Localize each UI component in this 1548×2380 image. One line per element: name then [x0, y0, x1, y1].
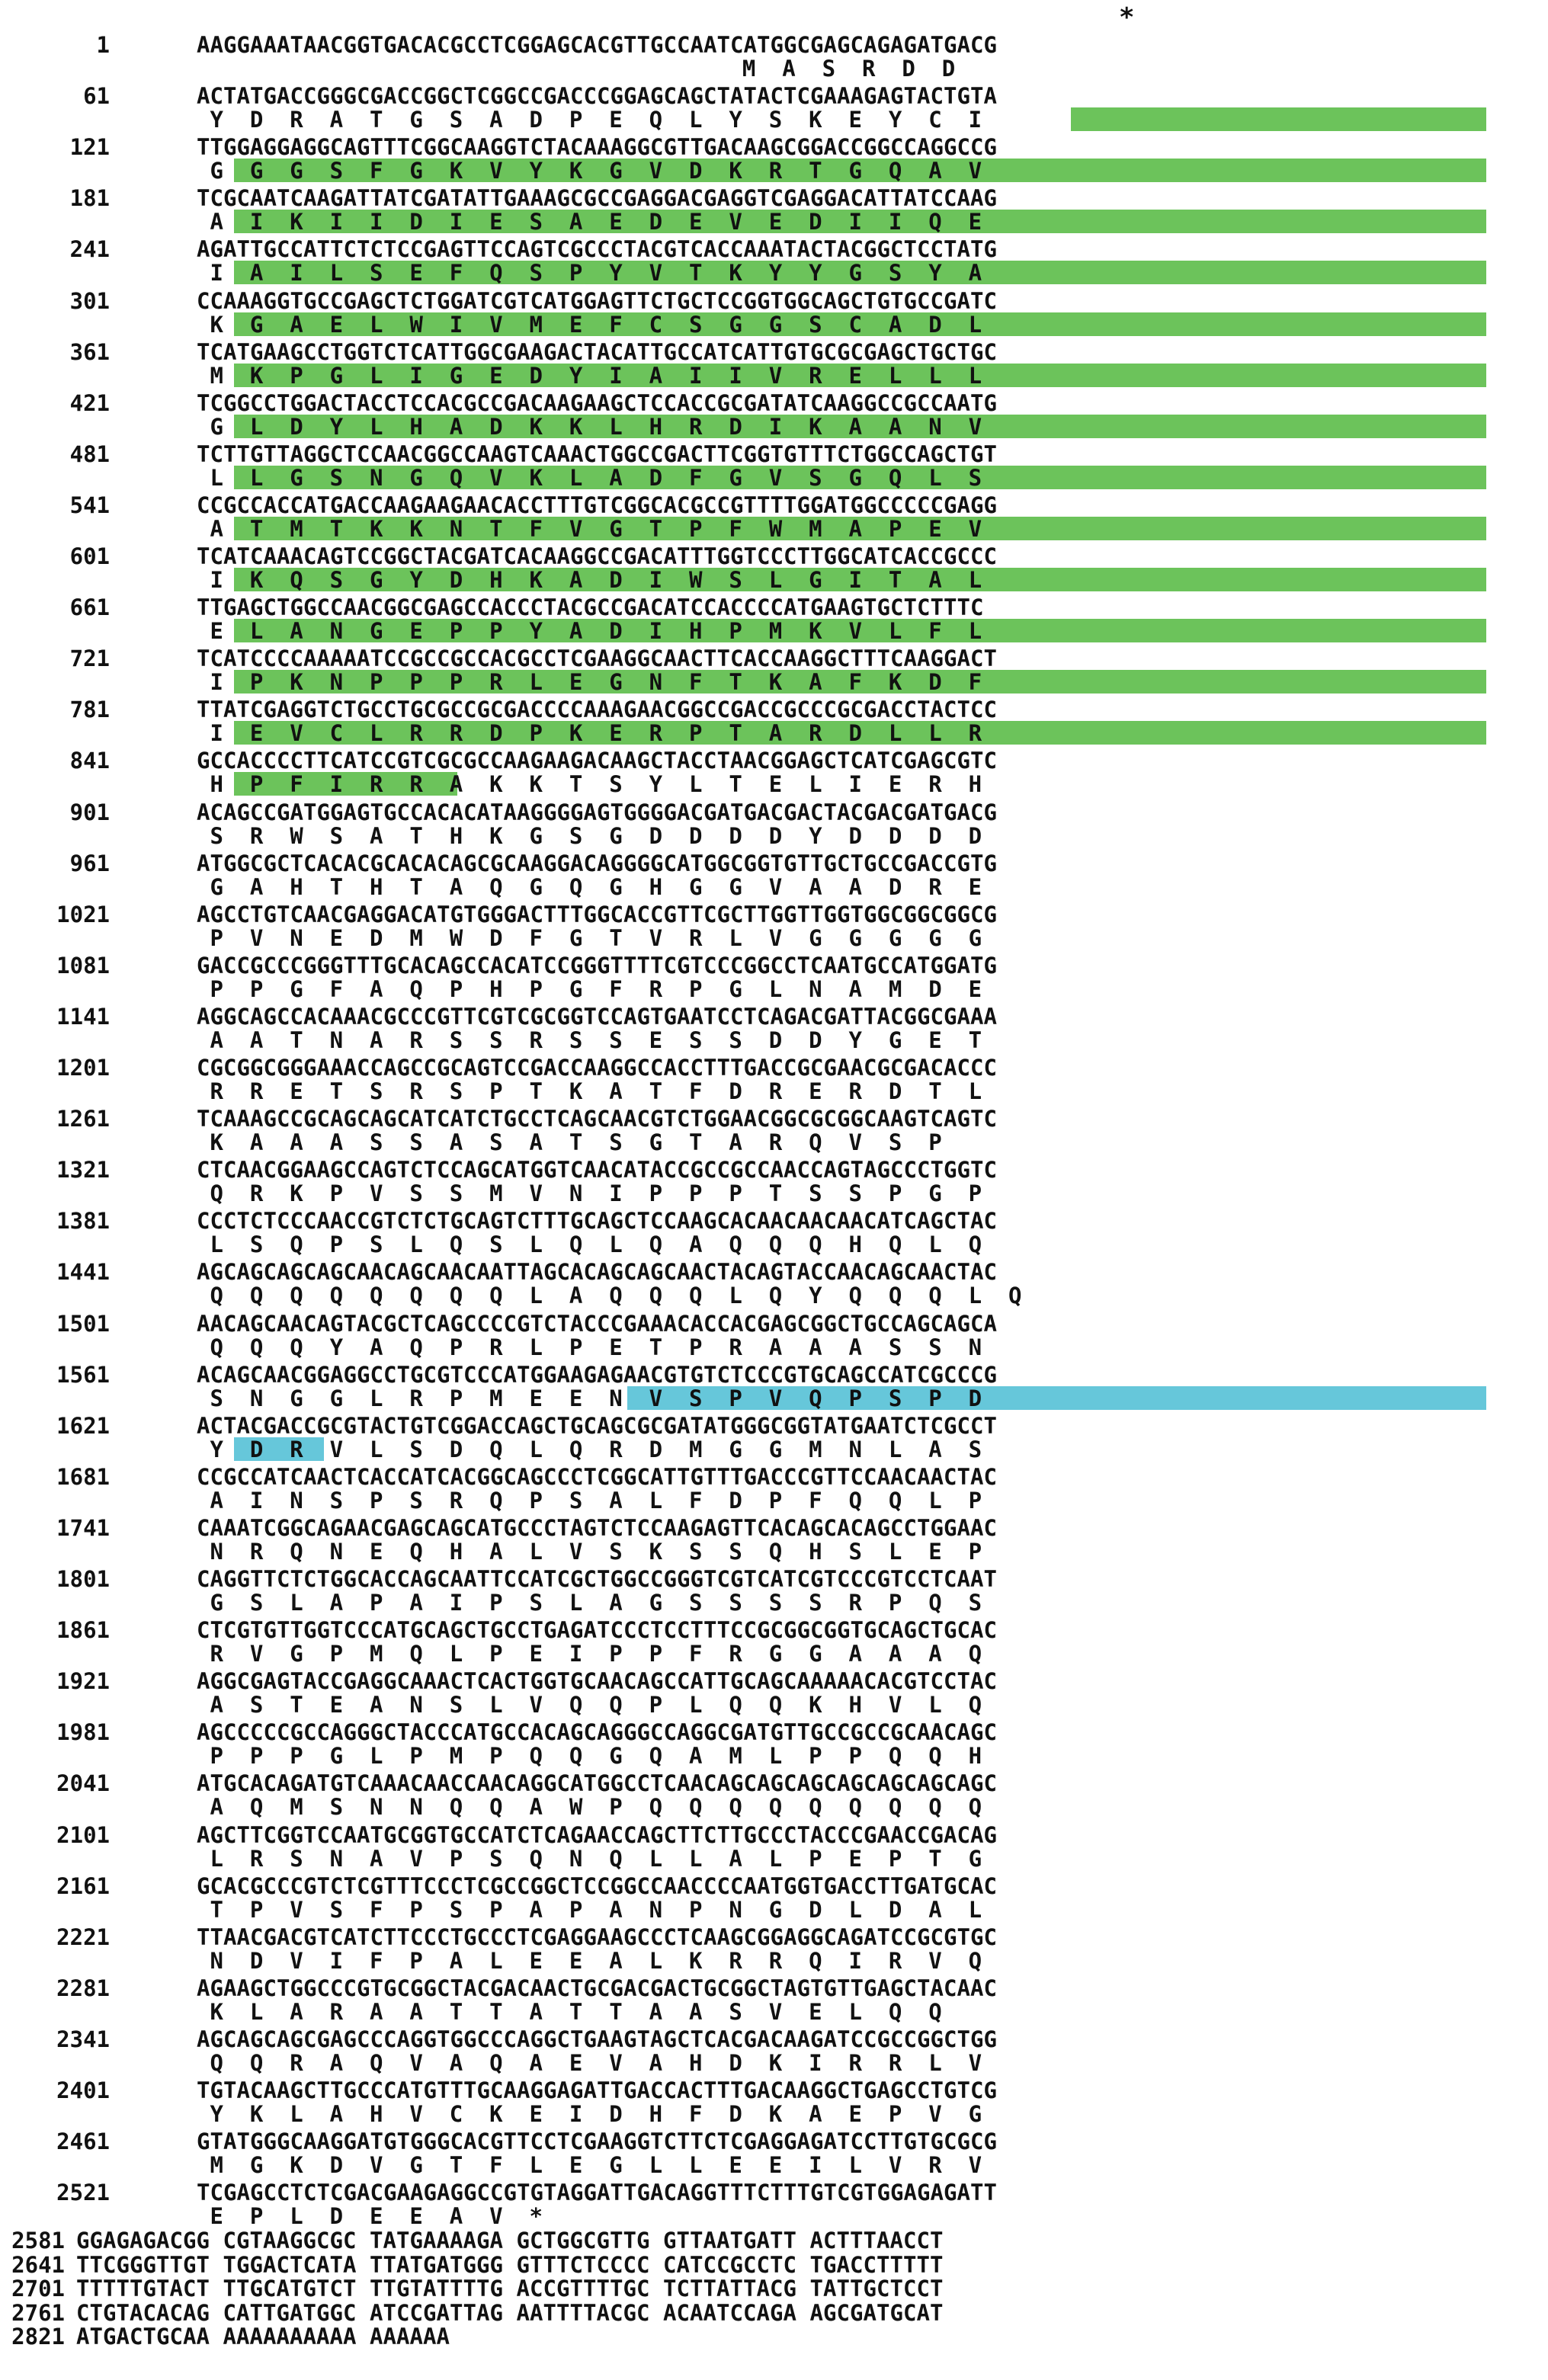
nucleotide-line: CGCGGCGGGAAACCAGCCGCAGTCCGACCAAGGCCACCTTTGACCGCGAACGCGACACCC [197, 1055, 997, 1081]
nucleotide-line: ATGCACAGATGTCAAACAACCAACAGGCATGGCCTCAACAGCAGCAGCAGCAGCAGCAGC [197, 1770, 997, 1797]
nucleotide-line: TTGAGCTGGCCAACGGCGAGCCACCCTACGCCGACATCCACCCCATGAAGTGCTCTTTC [197, 594, 984, 621]
nucleotide-line: AGATTGCCATTCTCTCCGAGTTCCAGTCGCCCTACGTCACCAAATACTACGGCTCCTATG [197, 236, 997, 263]
position-number: 1 [96, 32, 110, 58]
nucleotide-line: TTGGAGGAGGCAGTTTCGGCAAGGTCTACAAAGGCGTTGACAAGCGGACCGGCCAGGCCG [197, 134, 997, 161]
position-number: 241 [69, 236, 110, 263]
position-number: 2521 [56, 2180, 110, 2206]
position-number: 841 [69, 748, 110, 774]
amino-acid-line: M K P G L I G E D Y I A I I V R E L L L [197, 362, 982, 389]
nucleotide-line: ACTACGACCGCGTACTGTCGGACCAGCTGCAGCGCGATATGGGCGGTATGAATCTCGCCT [197, 1412, 997, 1439]
nucleotide-line: AACAGCAACAGTACGCTCAGCCCCGTCTACCCGAAACACCACGAGCGGCTGCCAGCAGCA [197, 1310, 997, 1337]
position-number: 61 [83, 83, 110, 110]
nucleotide-line: ACTATGACCGGGCGACCGGCTCGGCCGACCCGGAGCAGCTATACTCGAAAGAGTACTGTA [197, 83, 997, 110]
nucleotide-line: CCAAAGGTGCCGAGCTCTGGATCGTCATGGAGTTCTGCTCCGGTGGCAGCTGTGCCGATC [197, 287, 997, 314]
amino-acid-line: K L A R A A T T A T T A A S V E L Q Q [197, 1998, 942, 2025]
position-number: 2281 [56, 1975, 110, 2001]
position-number: 1621 [56, 1412, 110, 1439]
nucleotide-line: AAGGAAATAACGGTGACACGCCTCGGAGCACGTTGCCAATCATGGCGAGCAGAGATGACG [197, 32, 997, 58]
amino-acid-line: G L D Y L H A D K K L H R D I K A A N V [197, 413, 982, 440]
position-number: 2101 [56, 1821, 110, 1848]
position-number: 1981 [56, 1719, 110, 1746]
amino-acid-line: Y D R V L S D Q L Q R D M G G M N L A S [197, 1436, 982, 1462]
nucleotide-line: AGCTTCGGTCCAATGCGGTGCCATCTCAGAACCAGCTTCTTGCCCTACCCGAACCGACAG [197, 1821, 997, 1848]
nucleotide-line: CCGCCATCAACTCACCATCACGGCAGCCCTCGGCATTGTTTGACCCGTTCCAACAACTAC [197, 1463, 997, 1490]
position-number: 1441 [56, 1259, 110, 1286]
amino-acid-line: E P L D E E A V * [197, 2203, 543, 2230]
utr-nucleotide-line: TTCGGGTTGT TGGACTCATA TTATGATGGG GTTTCTCCCC CATCCGCCTC TGACCTTTTT [76, 2251, 944, 2278]
amino-acid-line: G A H T H T A Q G Q G H G G V A A D R E [197, 873, 982, 900]
amino-acid-line: P P G F A Q P H P G F R P G L N A M D E [197, 975, 982, 1002]
amino-acid-line: A T M T K K N T F V G T P F W M A P E V [197, 515, 982, 542]
position-number: 601 [69, 543, 110, 569]
amino-acid-line: I A I L S E F Q S P Y V T K Y Y G S Y A [197, 260, 982, 287]
position-number: 421 [69, 389, 110, 416]
utr-nucleotide-line: ATGACTGCAA AAAAAAAAAA AAAAAA [76, 2324, 450, 2350]
utr-nucleotide-line: GGAGAGACGG CGTAAGGCGC TATGAAAAGA GCTGGCGTTG GTTAATGATT ACTTTAACCT [76, 2228, 944, 2254]
amino-acid-line: E L A N G E P P Y A D I H P M K V L F L [197, 618, 982, 645]
nucleotide-line: CAGGTTCTCTGGCACCAGCAATTCCATCGCTGGCCGGGTCGTCATCGTCCCGTCCTCAAT [197, 1566, 997, 1592]
amino-acid-line: L L G S N G Q V K L A D F G V S G Q L S [197, 464, 982, 491]
amino-acid-line: L R S N A V P S Q N Q L L A L P E P T G [197, 1845, 982, 1872]
nucleotide-line: TCATCAAACAGTCCGGCTACGATCACAAGGCCGACATTTGGTCCCTTGGCATCACCGCCC [197, 543, 997, 569]
nucleotide-line: CCCTCTCCCAACCGTCTCTGCAGTCTTTGCAGCTCCAAGCACAACAACAACATCAGCTAC [197, 1208, 997, 1235]
position-number: 1561 [56, 1361, 110, 1388]
nucleotide-line: AGAAGCTGGCCCGTGCGGCTACGACAACTGCGACGACTGCGGCTAGTGTTGAGCTACAAC [197, 1975, 997, 2001]
amino-acid-line: T P V S F P S P A P A N P N G D L D A L [197, 1896, 982, 1923]
position-number: 1501 [56, 1310, 110, 1337]
nucleotide-line: CTCAACGGAAGCCAGTCTCCAGCATGGTCAACATACCGCCGCCAACCAGTAGCCCTGGTC [197, 1157, 997, 1184]
nucleotide-line: TTATCGAGGTCTGCCTGCGCCGCGACCCCAAAGAACGGCCGACCGCCCGCGACCTACTCC [197, 697, 997, 723]
position-number: 2341 [56, 2026, 110, 2052]
position-number: 301 [69, 287, 110, 314]
amino-acid-line: Q Q R A Q V A Q A E V A H D K I R R L V [197, 2049, 982, 2076]
start-codon-marker: * [1119, 2, 1135, 33]
nucleotide-line: TGTACAAGCTTGCCCATGTTTGCAAGGAGATTGACCACTTTGACAAGGCTGAGCCTGTCG [197, 2077, 997, 2103]
nucleotide-line: GTATGGGCAAGGATGTGGGCACGTTCCTCGAAGGTCTTCTCGAGGAGATCCTTGTGCGCG [197, 2129, 997, 2155]
amino-acid-line: S N G G L R P M E E N V S P V Q P S P D [197, 1385, 982, 1411]
nucleotide-line: TCGCAATCAAGATTATCGATATTGAAAGCGCCGAGGACGAGGTCGAGGACATTATCCAAG [197, 185, 997, 212]
position-number: 2701 [11, 2276, 65, 2302]
nucleotide-line: ACAGCCGATGGAGTGCCACACATAAGGGGAGTGGGGACGATGACGACTACGACGATGACG [197, 799, 997, 825]
position-number: 1081 [56, 952, 110, 979]
position-number: 961 [69, 850, 110, 876]
amino-acid-line: I P K N P P P R L E G N F T K A F K D F [197, 669, 982, 696]
utr-nucleotide-line: CTGTACACAG CATTGATGGC ATCCGATTAG AATTTTACGC ACAATCCAGA AGCGATGCAT [76, 2299, 944, 2326]
position-number: 2221 [56, 1924, 110, 1950]
position-number: 2041 [56, 1770, 110, 1797]
nucleotide-line: AGGCAGCCACAAACGCCCGTTCGTCGCGGTCCAGTGAATCCTCAGACGATTACGGCGAAA [197, 1003, 997, 1030]
position-number: 901 [69, 799, 110, 825]
amino-acid-line: S R W S A T H K G S G D D D D Y D D D D [197, 822, 982, 849]
nucleotide-line: GCCACCCCTTCATCCGTCGCGCCAAGAAGACAAGCTACCTAACGGAGCTCATCGAGCGTC [197, 748, 997, 774]
position-number: 361 [69, 338, 110, 365]
nucleotide-line: CCGCCACCATGACCAAGAAGAACACCTTTGTCGGCACGCCGTTTTGGATGGCCCCCGAGG [197, 492, 997, 518]
amino-acid-line: A S T E A N S L V Q Q P L Q Q K H V L Q [197, 1692, 982, 1719]
amino-acid-line: M G K D V G T F L E G L L E E I L V R V [197, 2152, 982, 2179]
nucleotide-line: AGGCGAGTACCGAGGCAAACTCACTGGTGCAACAGCCATTGCAGCAAAAACACGTCCTAC [197, 1668, 997, 1695]
position-number: 2161 [56, 1872, 110, 1899]
amino-acid-line: K G A E L W I V M E F C S G G S C A D L [197, 311, 982, 338]
position-number: 1201 [56, 1055, 110, 1081]
amino-acid-line: G G G S F G K V Y K G V D K R T G Q A V [197, 158, 982, 184]
position-number: 2641 [11, 2251, 65, 2278]
nucleotide-line: AGCAGCAGCGAGCCCAGGTGGCCCAGGCTGAAGTAGCTCACGACAAGATCCGCCGGCTGG [197, 2026, 997, 2052]
amino-acid-line: A I N S P S R Q P S A L F D P F Q Q L P [197, 1487, 982, 1514]
amino-acid-line: R V G P M Q L P E I P P F R G G A A A Q [197, 1641, 982, 1667]
nucleotide-line: TCGAGCCTCTCGACGAAGAGGCCGTGTAGGATTGACAGGTTTCTTTGTCGTGGAGAGATT [197, 2180, 997, 2206]
position-number: 1261 [56, 1106, 110, 1132]
amino-acid-line: I E V C L R R D P K E R P T A R D L L R [197, 720, 982, 747]
amino-acid-line: Q R K P V S S M V N I P P P T S S P G P [197, 1180, 982, 1207]
amino-acid-line: Q Q Q Y A Q P R L P E T P R A A A S S N [197, 1334, 982, 1360]
position-number: 541 [69, 492, 110, 518]
nucleotide-line: TCATGAAGCCTGGTCTCATTGGCGAAGACTACATTGCCATCATTGTGCGCGAGCTGCTGC [197, 338, 997, 365]
position-number: 1861 [56, 1617, 110, 1644]
amino-acid-line: K A A A S S A S A T S G T A R Q V S P [197, 1129, 942, 1156]
position-number: 1021 [56, 901, 110, 927]
position-number: 1801 [56, 1566, 110, 1592]
position-number: 1321 [56, 1157, 110, 1184]
nucleotide-line: GCACGCCCGTCTCGTTTCCCTCGCCGGCTCCGGCCAACCCCAATGGTGACCTTGATGCAC [197, 1872, 997, 1899]
utr-nucleotide-line: TTTTTGTACT TTGCATGTCT TTGTATTTTG ACCGTTTTGC TCTTATTACG TATTGCTCCT [76, 2276, 944, 2302]
nucleotide-line: ATGGCGCTCACACGCACACAGCGCAAGGACAGGGGCATGGCGGTGTTGCTGCCGACCGTG [197, 850, 997, 876]
amino-acid-line: M A S R D D [197, 56, 956, 82]
position-number: 781 [69, 697, 110, 723]
nucleotide-line: TCGGCCTGGACTACCTCCACGCCGACAAGAAGCTCCACCGCGATATCAAGGCCGCCAATG [197, 389, 997, 416]
position-number: 2401 [56, 2077, 110, 2103]
position-number: 2461 [56, 2129, 110, 2155]
position-number: 1381 [56, 1208, 110, 1235]
position-number: 481 [69, 440, 110, 467]
nucleotide-line: TCAAAGCCGCAGCAGCATCATCTGCCTCAGCAACGTCTGGAACGGCGCGGCAAGTCAGTC [197, 1106, 997, 1132]
kinase-domain-highlight [1071, 107, 1486, 131]
amino-acid-line: Q Q Q Q Q Q Q Q L A Q Q Q L Q Y Q Q Q L Q [197, 1283, 1022, 1309]
nucleotide-line: CAAATCGGCAGAACGAGCAGCATGCCCTAGTCTCCAAGAGTTCACAGCACAGCCTGGAAC [197, 1514, 997, 1541]
amino-acid-line: N D V I F P A L E E A L K R R Q I R V Q [197, 1947, 982, 1974]
nucleotide-line: AGCCTGTCAACGAGGACATGTGGGACTTTGGCACCGTTCGCTTGGTTGGTGGCGGCGGCG [197, 901, 997, 927]
position-number: 1141 [56, 1003, 110, 1030]
position-number: 2581 [11, 2228, 65, 2254]
position-number: 181 [69, 185, 110, 212]
amino-acid-line: G S L A P A I P S L A G S S S S R P Q S [197, 1590, 982, 1616]
position-number: 661 [69, 594, 110, 621]
amino-acid-line: P V N E D M W D F G T V R L V G G G G G [197, 924, 982, 951]
position-number: 721 [69, 645, 110, 672]
nucleotide-line: ACAGCAACGGAGGCCTGCGTCCCATGGAAGAGAACGTGTCTCCCGTGCAGCCATCGCCCG [197, 1361, 997, 1388]
amino-acid-line: A A T N A R S S R S S E S S D D Y G E T [197, 1027, 982, 1053]
nucleotide-line: GACCGCCCGGGTTTGCACAGCCACATCCGGGTTTTCGTCCCGGCCTCAATGCCATGGATG [197, 952, 997, 979]
nucleotide-line: TCATCCCCAAAAATCCGCCGCCACGCCTCGAAGGCAACTTCACCAAGGCTTTCAAGGACT [197, 645, 997, 672]
amino-acid-line: Y D R A T G S A D P E Q L Y S K E Y C I [197, 107, 982, 133]
amino-acid-line: P P P G L P M P Q Q G Q A M L P P Q Q H [197, 1743, 982, 1770]
nucleotide-line: CTCGTGTTGGTCCCATGCAGCTGCCTGAGATCCCTCCTTTCCGCGGCGGTGCAGCTGCAC [197, 1617, 997, 1644]
amino-acid-line: A I K I I D I E S A E D E V E D I I Q E [197, 209, 982, 235]
amino-acid-line: H P F I R R A K K T S Y L T E L I E R H [197, 771, 982, 798]
position-number: 2761 [11, 2299, 65, 2326]
position-number: 1741 [56, 1514, 110, 1541]
amino-acid-line: A Q M S N N Q Q A W P Q Q Q Q Q Q Q Q Q [197, 1794, 982, 1821]
nucleotide-line: TTAACGACGTCATCTTCCCTGCCCTCGAGGAAGCCCTCAAGCGGAGGCAGATCCGCGTGC [197, 1924, 997, 1950]
position-number: 1681 [56, 1463, 110, 1490]
position-number: 1921 [56, 1668, 110, 1695]
nucleotide-line: AGCAGCAGCAGCAACAGCAACAATTAGCACAGCAGCAACTACAGTACCAACAGCAACTAC [197, 1259, 997, 1286]
nucleotide-line: AGCCCCCGCCAGGGCTACCCATGCCACAGCAGGGCCAGGCGATGTTGCCGCCGCAACAGC [197, 1719, 997, 1746]
amino-acid-line: L S Q P S L Q S L Q L Q A Q Q Q H Q L Q [197, 1232, 982, 1258]
amino-acid-line: I K Q S G Y D H K A D I W S L G I T A L [197, 567, 982, 593]
nucleotide-line: TCTTGTTAGGCTCCAACGGCCAAGTCAAACTGGCCGACTTCGGTGTTTCTGGCCAGCTGT [197, 440, 997, 467]
amino-acid-line: R R E T S R S P T K A T F D R E R D T L [197, 1078, 982, 1104]
amino-acid-line: Y K L A H V C K E I D H F D K A E P V G [197, 2101, 982, 2127]
position-number: 2821 [11, 2324, 65, 2350]
position-number: 121 [69, 134, 110, 161]
amino-acid-line: N R Q N E Q H A L V S K S S Q H S L E P [197, 1538, 982, 1565]
